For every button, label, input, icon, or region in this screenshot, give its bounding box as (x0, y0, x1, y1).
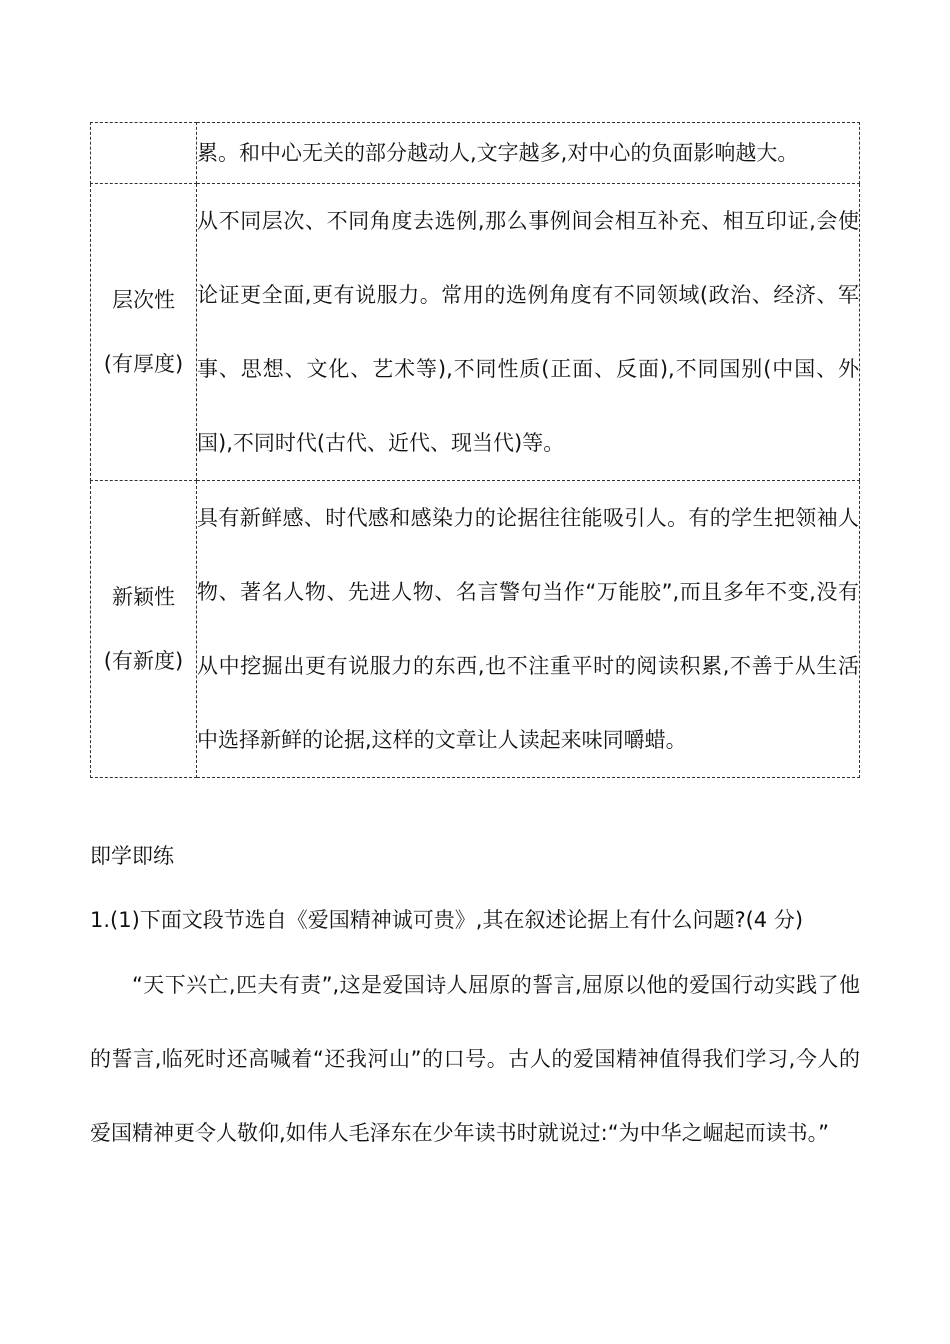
section-heading: 即学即练 (90, 844, 174, 868)
criterion-tag: (有新度) (103, 649, 184, 673)
table-row (91, 184, 860, 481)
criterion-desc-cell (197, 184, 860, 481)
question-text: 1.(1)下面文段节选自《爱国精神诚可贵》,其在叙述论据上有什么问题?(4 分) (90, 908, 804, 932)
criterion-description: 从不同层次、不同角度去选例,那么事例间会相互补充、相互印证,会使论证更全面,更有说服力。常用的选例角度有不同领域(政治、经济、军事、思想、文化、艺术等),不同性质(正面、反面),不同国别(中国、外国),不同时代(古代、近代、现当代)等。 (197, 209, 859, 455)
criterion-description: 累。和中心无关的部分越动人,文字越多,对中心的负面影响越大。 (197, 141, 799, 165)
criterion-desc-cell (197, 481, 860, 778)
criterion-name: 新颖性 (112, 585, 175, 609)
table-row (91, 123, 860, 184)
criterion-tag: (有厚度) (103, 352, 184, 376)
table-row (91, 481, 860, 778)
criterion-description: 具有新鲜感、时代感和感染力的论据往往能吸引人。有的学生把领袖人物、著名人物、先进人物、名言警句当作“万能胶”,而且多年不变,没有从中挖掘出更有说服力的东西,也不注重平时的阅读积累,不善于从生活中选择新鲜的论据,这样的文章让人读起来味同嚼蜡。 (197, 506, 859, 752)
criteria-table (90, 122, 860, 778)
criterion-name-cell (91, 481, 197, 778)
criterion-name-cell (91, 123, 197, 184)
criterion-name: 层次性 (112, 288, 175, 312)
passage-text: “天下兴亡,匹夫有责”,这是爱国诗人屈原的誓言,屈原以他的爱国行动实践了他的誓言,临死时还高喊着“还我河山”的口号。古人的爱国精神值得我们学习,今人的爱国精神更令人敬仰,如伟人毛泽东在少年读书时就说过:“为中华之崛起而读书。” (90, 973, 860, 1145)
criterion-desc-cell (197, 123, 860, 184)
criterion-name-cell (91, 184, 197, 481)
